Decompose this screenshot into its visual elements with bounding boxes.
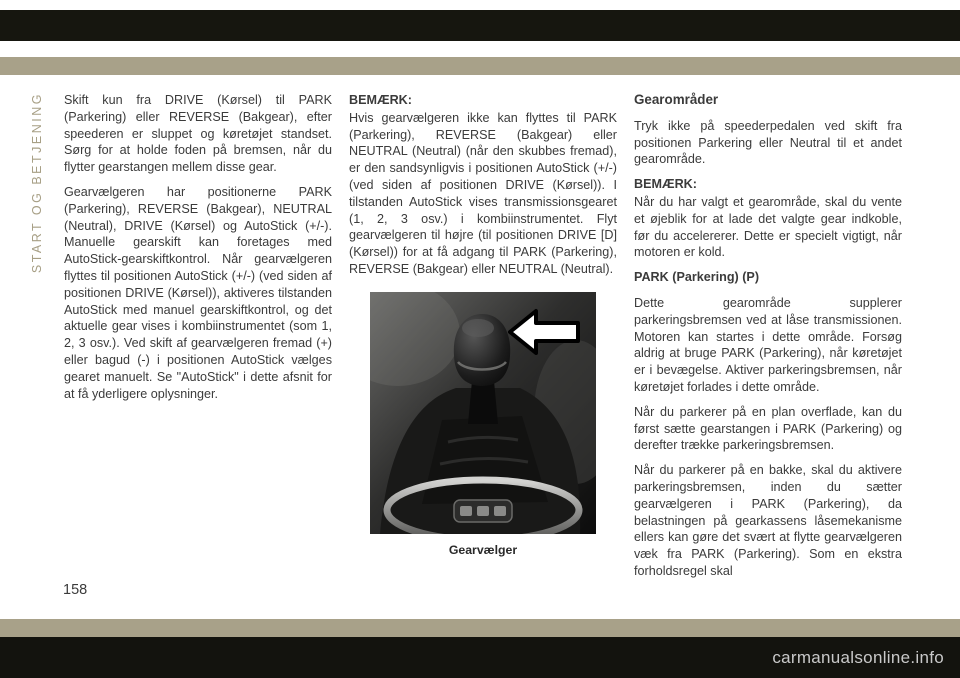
page-content — [64, 92, 902, 588]
section-vertical-label: START OG BETJENING — [30, 92, 44, 274]
column-2 — [349, 92, 617, 588]
header-band — [0, 57, 960, 75]
body-paragraph: Dette gearområde supplerer parkeringsbremsen ved at låse transmissionen. Motoren kan startes i dette område. Forsøg aldrig at bruge PARK (Parkering), når køretøjet er i bevægelse. Aktiver parkeringsbremsen, når køretøjet forlades i dette område. — [634, 295, 902, 394]
figure-caption: Gearvælger — [448, 542, 518, 557]
body-paragraph: Gearvælgeren har positionerne PARK (Parkering), REVERSE (Bakgear), NEUTRAL (Neutral), DRIVE (Kørsel) og AutoStick (+/-). Manuelle gearskift kan foretages med AutoStick-gearskiftkontrol. Når gearvælgeren flyttes til positionen AutoStick (+/-) (ved siden af positionen DRIVE (Kørsel)), aktiveres tilstanden AutoStick med manuel gearskiftkontrol, og det aktuelle gear vises i kombiinstrumentet (som 1, 2, 3 osv.). Ved skift af gearvælgeren fremad (+) eller bagud (-) i positionen AutoStick vælges gearet manuelt. Se "AutoStick" i dette afsnit for at få yderligere oplysninger. — [64, 184, 332, 401]
watermark: carmanualsonline.info — [772, 647, 944, 667]
column-1 — [64, 92, 332, 588]
subsection-heading: PARK (Parkering) (P) — [634, 270, 760, 285]
footer-bar — [0, 637, 960, 678]
note-heading: BEMÆRK: — [634, 177, 697, 192]
body-paragraph: Tryk ikke på speederpedalen ved skift fra positionen Parkering eller Neutral til et andet gearområde. — [634, 118, 902, 167]
note-heading: BEMÆRK: — [349, 93, 412, 107]
note-paragraph: Hvis gearvælgeren ikke kan flyttes til PARK (Parkering), REVERSE (Bakgear) eller NEUTRAL (Neutral) (når den skubbes fremad), er den sandsynligvis i positionen AutoStick (+/-) (ved siden af positionen DRIVE (Kørsel)). I tilstanden AutoStick vises transmissionsgearet (1, 2, 3 osv.) i kombiinstrumentet. Flyt gearvælgeren til højre (til positionen DRIVE [D] (Kørsel)) for at få adgang til PARK (Parkering), REVERSE (Bakgear) eller NEUTRAL (Neutral). — [349, 110, 617, 276]
body-paragraph: Skift kun fra DRIVE (Kørsel) til PARK (Parkering) eller REVERSE (Bakgear), efter speederen er sluppet og køretøjet standset. Sørg for at holde foden på bremsen, når du flytter gearstangen mellem disse gear. — [64, 93, 332, 175]
gear-shifter-image — [370, 292, 596, 534]
body-paragraph: Når du parkerer på en plan overflade, kan du først sætte gearstangen i PARK (Parkering) og derefter trække parkeringsbremsen. — [634, 404, 902, 453]
gear-shifter-figure — [370, 292, 596, 559]
column-3 — [634, 92, 902, 588]
top-decor-bar — [0, 10, 960, 41]
note-paragraph: Når du har valgt et gearområde, skal du vente et øjeblik for at lade det valgte gear indkoble, før du accelererer. Dette er specielt vigtigt, når motoren er kold. — [634, 194, 902, 260]
page-number: 158 — [63, 582, 88, 598]
footer-band — [0, 619, 960, 637]
body-paragraph: Når du parkerer på en bakke, skal du aktivere parkeringsbremsen, inden du sætter gearvælgeren i PARK (Parkering), da belastningen på gearkassens låsemekanisme ellers kan gøre det svært at flytte gearvælgeren væk fra PARK (Parkering). Som en ekstra forholdsregel skal — [634, 463, 902, 578]
section-heading: Gearområder — [634, 92, 719, 107]
